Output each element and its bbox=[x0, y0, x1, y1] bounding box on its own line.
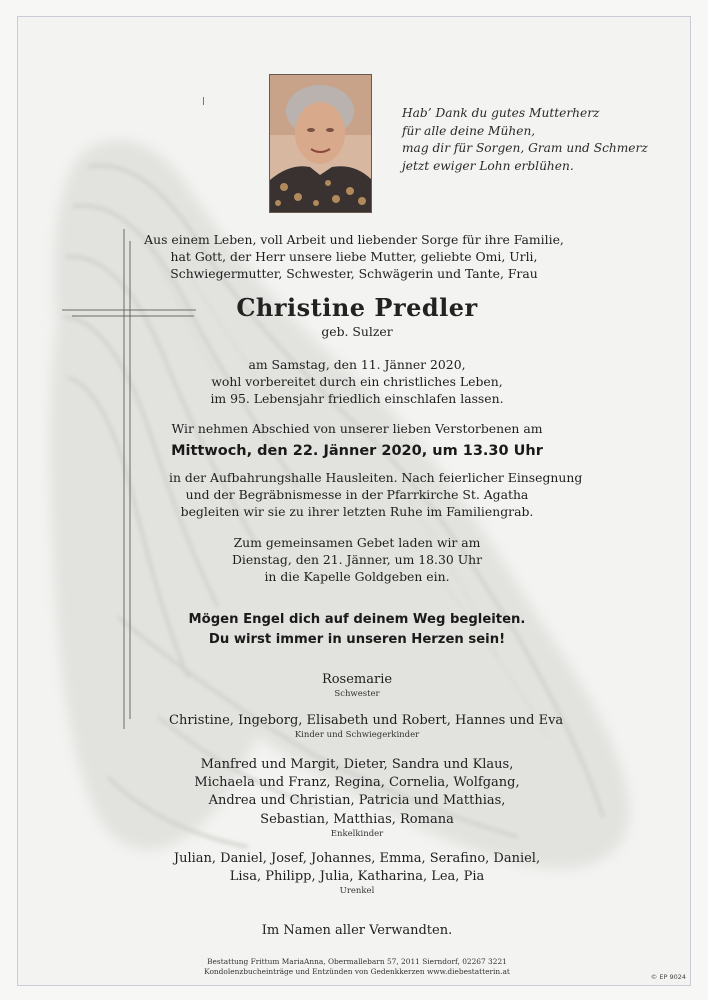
mourner-group bbox=[169, 671, 545, 700]
farewell-intro: Wir nehmen Abschied von unserer lieben Verstorbenen am bbox=[171, 421, 543, 436]
print-code: © EP 9024 bbox=[650, 973, 686, 981]
mourner-relation: Schwester bbox=[334, 689, 380, 700]
death-line: im 95. Lebensjahr friedlich einschlafen lassen. bbox=[210, 391, 504, 407]
mourner-names: Andrea und Christian, Patricia und Matthias, bbox=[208, 793, 506, 809]
footer-line: Bestattung Frittum MariaAnna, Obermallebarn 57, 2011 Sierndorf, 02267 3221 bbox=[207, 957, 507, 966]
mark-tick bbox=[203, 97, 204, 105]
funeral-line: und der Begräbnismesse in der Pfarrkirche St. Agatha bbox=[185, 487, 529, 503]
mourner-names: Sebastian, Matthias, Romana bbox=[260, 811, 454, 827]
poem-line: Hab’ Dank du gutes Mutterherz bbox=[402, 106, 600, 120]
funeral-line: in der Aufbahrungshalle Hausleiten. Nach feierlicher Einsegnung bbox=[169, 470, 583, 485]
mourner-relation: Kinder und Schwiegerkinder bbox=[294, 730, 420, 741]
prayer-line: in die Kapelle Goldgeben ein. bbox=[264, 569, 450, 585]
mourner-names: Michaela und Franz, Regina, Cornelia, Wolfgang, bbox=[194, 775, 520, 791]
intro-line: Aus einem Leben, voll Arbeit und liebender Sorge für ihre Familie, bbox=[144, 232, 564, 247]
funeral-date: Mittwoch, den 22. Jänner 2020, um 13.30 Uhr bbox=[171, 443, 543, 459]
mourner-names: Manfred und Margit, Dieter, Sandra und Klaus, bbox=[200, 757, 514, 772]
prayer-text bbox=[169, 534, 545, 586]
footer-line: Kondolenzbucheinträge und Entzünden von Gedenkkerzen www.diebestatterin.at bbox=[204, 967, 510, 976]
intro-text bbox=[18, 231, 690, 283]
intro-line: Schwiegermutter, Schwester, Schwägerin und Tante, Frau bbox=[170, 266, 538, 282]
poem bbox=[402, 105, 691, 175]
portrait-photo bbox=[269, 74, 372, 213]
mourner-names: Julian, Daniel, Josef, Johannes, Emma, Serafino, Daniel, bbox=[173, 851, 541, 866]
mourner-names: Christine, Ingeborg, Elisabeth und Robert, Hannes und Eva bbox=[169, 713, 564, 728]
deceased-name: Christine Predler bbox=[236, 293, 478, 322]
notice-frame bbox=[17, 16, 691, 986]
mourner-relation: Urenkel bbox=[339, 886, 375, 897]
mourner-names: Lisa, Philipp, Julia, Katharina, Lea, Pia bbox=[229, 869, 485, 885]
closing-line: Im Namen aller Verwandten. bbox=[261, 923, 453, 938]
mourner-group bbox=[169, 756, 545, 840]
poem-line: für alle deine Mühen, bbox=[402, 123, 536, 138]
birth-name: geb. Sulzer bbox=[321, 324, 393, 339]
mourner-group bbox=[169, 712, 564, 741]
deceased-block bbox=[169, 293, 545, 340]
prayer-line: Zum gemeinsamen Gebet laden wir am bbox=[233, 535, 481, 550]
mourner-names: Rosemarie bbox=[321, 672, 393, 687]
intro-line: hat Gott, der Herr unsere liebe Mutter, geliebte Omi, Urli, bbox=[170, 249, 538, 265]
mourner-group bbox=[169, 850, 545, 897]
blessing bbox=[169, 610, 545, 650]
mourner-relation: Enkelkinder bbox=[330, 828, 384, 839]
prayer-line: Dienstag, den 21. Jänner, um 18.30 Uhr bbox=[231, 552, 483, 568]
death-line: am Samstag, den 11. Jänner 2020, bbox=[248, 357, 466, 372]
death-line: wohl vorbereitet durch ein christliches Leben, bbox=[211, 374, 503, 390]
funeral-text bbox=[169, 469, 583, 521]
blessing-line: Du wirst immer in unseren Herzen sein! bbox=[208, 632, 506, 647]
undertaker-footer bbox=[169, 957, 545, 977]
poem-line: mag dir für Sorgen, Gram und Schmerz bbox=[402, 141, 648, 155]
funeral-line: begleiten wir sie zu ihrer letzten Ruhe im Familiengrab. bbox=[180, 504, 534, 520]
poem-line: jetzt ewiger Lohn erblühen. bbox=[402, 158, 574, 173]
death-text bbox=[169, 356, 545, 408]
blessing-line: Mögen Engel dich auf deinem Weg begleiten. bbox=[188, 612, 526, 627]
